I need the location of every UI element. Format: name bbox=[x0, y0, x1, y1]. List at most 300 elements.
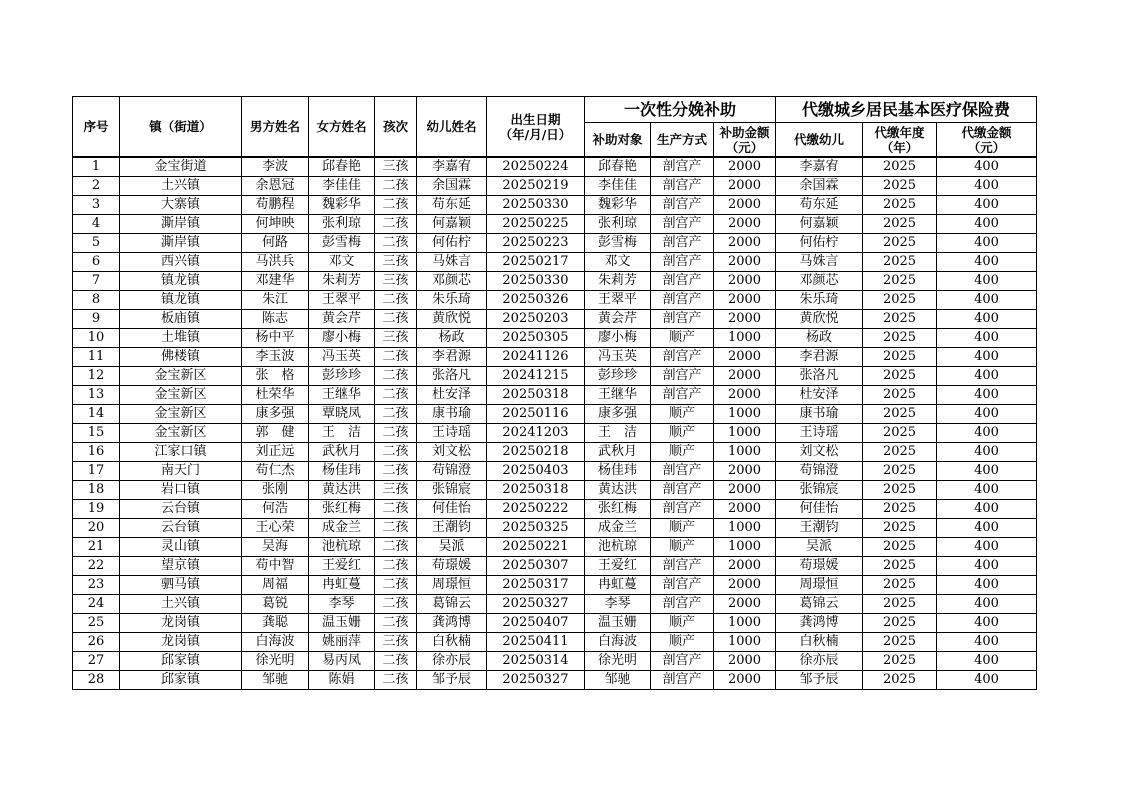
cell-delivery-mode: 顺产 bbox=[651, 614, 714, 633]
cell-mother: 杨佳玮 bbox=[309, 462, 375, 481]
cell-order: 二孩 bbox=[375, 614, 417, 633]
cell-no: 5 bbox=[73, 234, 120, 253]
cell-insured-child: 刘文松 bbox=[776, 443, 863, 462]
cell-pay-year: 2025 bbox=[863, 157, 937, 177]
cell-subsidy-target: 温玉姗 bbox=[585, 614, 651, 633]
table-header bbox=[73, 97, 1037, 158]
cell-pay-year: 2025 bbox=[863, 234, 937, 253]
cell-birth-date: 20250223 bbox=[487, 234, 585, 253]
cell-father: 苟仁杰 bbox=[242, 462, 309, 481]
cell-no: 15 bbox=[73, 424, 120, 443]
cell-order: 二孩 bbox=[375, 291, 417, 310]
cell-subsidy-target: 冯玉英 bbox=[585, 348, 651, 367]
cell-mother: 冯玉英 bbox=[309, 348, 375, 367]
cell-insured-child: 王诗瑶 bbox=[776, 424, 863, 443]
cell-insured-child: 张锦宸 bbox=[776, 481, 863, 500]
cell-subsidy-target: 李琴 bbox=[585, 595, 651, 614]
cell-order: 三孩 bbox=[375, 633, 417, 652]
cell-delivery-mode: 顺产 bbox=[651, 443, 714, 462]
cell-subsidy-target: 王翠平 bbox=[585, 291, 651, 310]
cell-birth-date: 20250317 bbox=[487, 576, 585, 595]
cell-subsidy-amount: 2000 bbox=[714, 557, 776, 576]
cell-order: 三孩 bbox=[375, 272, 417, 291]
cell-town: 邱家镇 bbox=[120, 671, 242, 690]
cell-no: 20 bbox=[73, 519, 120, 538]
cell-child: 黄欣悦 bbox=[417, 310, 487, 329]
cell-order: 二孩 bbox=[375, 595, 417, 614]
cell-pay-year: 2025 bbox=[863, 633, 937, 652]
cell-pay-year: 2025 bbox=[863, 614, 937, 633]
cell-no: 23 bbox=[73, 576, 120, 595]
cell-child: 苟锦澄 bbox=[417, 462, 487, 481]
cell-town: 澌岸镇 bbox=[120, 234, 242, 253]
cell-pay-year: 2025 bbox=[863, 386, 937, 405]
cell-birth-date: 20250330 bbox=[487, 272, 585, 291]
cell-birth-date: 20250403 bbox=[487, 462, 585, 481]
cell-subsidy-target: 邱春艳 bbox=[585, 157, 651, 177]
cell-father: 余恩冠 bbox=[242, 177, 309, 196]
table-row bbox=[73, 291, 1037, 310]
header-birth-date bbox=[487, 97, 585, 158]
cell-birth-date: 20250325 bbox=[487, 519, 585, 538]
cell-pay-year: 2025 bbox=[863, 462, 937, 481]
cell-subsidy-target: 白海波 bbox=[585, 633, 651, 652]
cell-father: 邹驰 bbox=[242, 671, 309, 690]
cell-delivery-mode: 剖宫产 bbox=[651, 652, 714, 671]
cell-pay-amount: 400 bbox=[937, 272, 1037, 291]
cell-delivery-mode: 剖宫产 bbox=[651, 234, 714, 253]
cell-birth-date: 20250307 bbox=[487, 557, 585, 576]
cell-pay-amount: 400 bbox=[937, 538, 1037, 557]
cell-father: 邓建华 bbox=[242, 272, 309, 291]
cell-town: 灵山镇 bbox=[120, 538, 242, 557]
cell-subsidy-target: 张利琼 bbox=[585, 215, 651, 234]
cell-birth-date: 20241215 bbox=[487, 367, 585, 386]
cell-insured-child: 张洛凡 bbox=[776, 367, 863, 386]
cell-mother: 易丙凤 bbox=[309, 652, 375, 671]
cell-father: 王心荣 bbox=[242, 519, 309, 538]
cell-birth-date: 20250326 bbox=[487, 291, 585, 310]
cell-no: 21 bbox=[73, 538, 120, 557]
table-row bbox=[73, 157, 1037, 177]
cell-child: 徐亦辰 bbox=[417, 652, 487, 671]
cell-subsidy-amount: 2000 bbox=[714, 157, 776, 177]
cell-pay-amount: 400 bbox=[937, 234, 1037, 253]
cell-child: 张锦宸 bbox=[417, 481, 487, 500]
cell-birth-date: 20250224 bbox=[487, 157, 585, 177]
cell-order: 二孩 bbox=[375, 196, 417, 215]
cell-mother: 魏彩华 bbox=[309, 196, 375, 215]
cell-pay-amount: 400 bbox=[937, 291, 1037, 310]
cell-no: 14 bbox=[73, 405, 120, 424]
cell-delivery-mode: 剖宫产 bbox=[651, 576, 714, 595]
table-row bbox=[73, 272, 1037, 291]
cell-father: 葛锐 bbox=[242, 595, 309, 614]
cell-pay-amount: 400 bbox=[937, 595, 1037, 614]
cell-mother: 王翠平 bbox=[309, 291, 375, 310]
header-subsidy-amount-line2: （元） bbox=[725, 139, 764, 155]
cell-mother: 冉虹蔓 bbox=[309, 576, 375, 595]
cell-delivery-mode: 剖宫产 bbox=[651, 462, 714, 481]
cell-mother: 王 洁 bbox=[309, 424, 375, 443]
cell-birth-date: 20250318 bbox=[487, 481, 585, 500]
cell-delivery-mode: 顺产 bbox=[651, 519, 714, 538]
cell-delivery-mode: 顺产 bbox=[651, 405, 714, 424]
cell-order: 二孩 bbox=[375, 310, 417, 329]
table-row bbox=[73, 405, 1037, 424]
cell-insured-child: 苟锦澄 bbox=[776, 462, 863, 481]
table-row bbox=[73, 557, 1037, 576]
cell-town: 龙岗镇 bbox=[120, 614, 242, 633]
cell-pay-year: 2025 bbox=[863, 196, 937, 215]
cell-subsidy-target: 朱莉芳 bbox=[585, 272, 651, 291]
header-town: 镇（街道） bbox=[120, 97, 242, 158]
cell-birth-date: 20250225 bbox=[487, 215, 585, 234]
cell-subsidy-target: 魏彩华 bbox=[585, 196, 651, 215]
cell-pay-year: 2025 bbox=[863, 310, 937, 329]
table-row bbox=[73, 348, 1037, 367]
cell-insured-child: 吴派 bbox=[776, 538, 863, 557]
table-row bbox=[73, 215, 1037, 234]
cell-birth-date: 20241203 bbox=[487, 424, 585, 443]
cell-no: 26 bbox=[73, 633, 120, 652]
cell-birth-date: 20250411 bbox=[487, 633, 585, 652]
cell-child: 葛锦云 bbox=[417, 595, 487, 614]
cell-father: 张 格 bbox=[242, 367, 309, 386]
cell-no: 11 bbox=[73, 348, 120, 367]
cell-child: 邹予辰 bbox=[417, 671, 487, 690]
cell-subsidy-target: 康多强 bbox=[585, 405, 651, 424]
cell-no: 27 bbox=[73, 652, 120, 671]
cell-subsidy-amount: 2000 bbox=[714, 386, 776, 405]
cell-mother: 池杭琼 bbox=[309, 538, 375, 557]
cell-subsidy-target: 邹驰 bbox=[585, 671, 651, 690]
cell-subsidy-target: 王 洁 bbox=[585, 424, 651, 443]
cell-pay-amount: 400 bbox=[937, 253, 1037, 272]
cell-father: 苟鹏程 bbox=[242, 196, 309, 215]
cell-subsidy-amount: 1000 bbox=[714, 633, 776, 652]
cell-mother: 武秋月 bbox=[309, 443, 375, 462]
cell-birth-date: 20250330 bbox=[487, 196, 585, 215]
cell-pay-amount: 400 bbox=[937, 633, 1037, 652]
cell-subsidy-amount: 1000 bbox=[714, 538, 776, 557]
cell-town: 板庙镇 bbox=[120, 310, 242, 329]
cell-subsidy-target: 池杭琼 bbox=[585, 538, 651, 557]
header-subsidy-amount bbox=[714, 123, 776, 158]
cell-delivery-mode: 剖宫产 bbox=[651, 157, 714, 177]
cell-delivery-mode: 剖宫产 bbox=[651, 671, 714, 690]
cell-pay-amount: 400 bbox=[937, 500, 1037, 519]
cell-no: 10 bbox=[73, 329, 120, 348]
header-pay-amount-line2: （元） bbox=[967, 139, 1006, 155]
cell-town: 邱家镇 bbox=[120, 652, 242, 671]
cell-delivery-mode: 剖宫产 bbox=[651, 291, 714, 310]
cell-town: 金宝新区 bbox=[120, 424, 242, 443]
cell-insured-child: 马姝言 bbox=[776, 253, 863, 272]
header-insurance-group: 代缴城乡居民基本医疗保险费 bbox=[776, 97, 1037, 123]
cell-subsidy-target: 杨佳玮 bbox=[585, 462, 651, 481]
cell-order: 二孩 bbox=[375, 234, 417, 253]
cell-pay-amount: 400 bbox=[937, 310, 1037, 329]
cell-subsidy-amount: 1000 bbox=[714, 519, 776, 538]
cell-pay-year: 2025 bbox=[863, 253, 937, 272]
cell-town: 土兴镇 bbox=[120, 177, 242, 196]
cell-birth-date: 20241126 bbox=[487, 348, 585, 367]
cell-delivery-mode: 剖宫产 bbox=[651, 367, 714, 386]
cell-subsidy-target: 黄达洪 bbox=[585, 481, 651, 500]
cell-birth-date: 20250327 bbox=[487, 595, 585, 614]
cell-father: 康多强 bbox=[242, 405, 309, 424]
cell-order: 二孩 bbox=[375, 500, 417, 519]
cell-child: 吴派 bbox=[417, 538, 487, 557]
cell-mother: 朱莉芳 bbox=[309, 272, 375, 291]
cell-subsidy-amount: 2000 bbox=[714, 215, 776, 234]
cell-subsidy-target: 廖小梅 bbox=[585, 329, 651, 348]
header-pay-year-line1: 代缴年度 bbox=[874, 124, 925, 140]
cell-delivery-mode: 剖宫产 bbox=[651, 481, 714, 500]
cell-child: 何嘉颖 bbox=[417, 215, 487, 234]
cell-mother: 黄达洪 bbox=[309, 481, 375, 500]
cell-order: 三孩 bbox=[375, 253, 417, 272]
table-row bbox=[73, 614, 1037, 633]
cell-subsidy-target: 成金兰 bbox=[585, 519, 651, 538]
cell-town: 土堆镇 bbox=[120, 329, 242, 348]
cell-delivery-mode: 顺产 bbox=[651, 329, 714, 348]
cell-father: 马洪兵 bbox=[242, 253, 309, 272]
cell-child: 杨政 bbox=[417, 329, 487, 348]
cell-subsidy-amount: 2000 bbox=[714, 595, 776, 614]
cell-subsidy-target: 武秋月 bbox=[585, 443, 651, 462]
cell-child: 李君源 bbox=[417, 348, 487, 367]
cell-insured-child: 白秋楠 bbox=[776, 633, 863, 652]
cell-subsidy-amount: 1000 bbox=[714, 405, 776, 424]
cell-insured-child: 何嘉颖 bbox=[776, 215, 863, 234]
table-row bbox=[73, 595, 1037, 614]
cell-child: 王潮钧 bbox=[417, 519, 487, 538]
cell-pay-year: 2025 bbox=[863, 367, 937, 386]
cell-father: 徐光明 bbox=[242, 652, 309, 671]
cell-subsidy-amount: 2000 bbox=[714, 576, 776, 595]
cell-subsidy-target: 王继华 bbox=[585, 386, 651, 405]
cell-order: 二孩 bbox=[375, 576, 417, 595]
table-row bbox=[73, 481, 1037, 500]
cell-pay-amount: 400 bbox=[937, 462, 1037, 481]
cell-pay-amount: 400 bbox=[937, 329, 1037, 348]
cell-birth-date: 20250217 bbox=[487, 253, 585, 272]
cell-pay-year: 2025 bbox=[863, 519, 937, 538]
cell-pay-year: 2025 bbox=[863, 215, 937, 234]
cell-mother: 黄会芹 bbox=[309, 310, 375, 329]
table-row bbox=[73, 500, 1037, 519]
cell-pay-amount: 400 bbox=[937, 215, 1037, 234]
cell-mother: 王继华 bbox=[309, 386, 375, 405]
cell-order: 二孩 bbox=[375, 462, 417, 481]
table-row bbox=[73, 462, 1037, 481]
cell-mother: 姚丽萍 bbox=[309, 633, 375, 652]
header-child: 幼儿姓名 bbox=[417, 97, 487, 158]
cell-insured-child: 李君源 bbox=[776, 348, 863, 367]
cell-subsidy-amount: 2000 bbox=[714, 253, 776, 272]
cell-pay-amount: 400 bbox=[937, 424, 1037, 443]
cell-mother: 温玉姗 bbox=[309, 614, 375, 633]
cell-order: 三孩 bbox=[375, 481, 417, 500]
cell-order: 二孩 bbox=[375, 557, 417, 576]
cell-delivery-mode: 剖宫产 bbox=[651, 310, 714, 329]
cell-birth-date: 20250218 bbox=[487, 443, 585, 462]
cell-child: 朱乐琦 bbox=[417, 291, 487, 310]
cell-no: 13 bbox=[73, 386, 120, 405]
table-row bbox=[73, 576, 1037, 595]
cell-order: 二孩 bbox=[375, 177, 417, 196]
cell-subsidy-amount: 2000 bbox=[714, 234, 776, 253]
table-row bbox=[73, 424, 1037, 443]
cell-subsidy-amount: 1000 bbox=[714, 443, 776, 462]
cell-delivery-mode: 剖宫产 bbox=[651, 272, 714, 291]
cell-birth-date: 20250314 bbox=[487, 652, 585, 671]
cell-father: 龚聪 bbox=[242, 614, 309, 633]
cell-father: 何坤映 bbox=[242, 215, 309, 234]
cell-order: 二孩 bbox=[375, 424, 417, 443]
cell-mother: 廖小梅 bbox=[309, 329, 375, 348]
cell-delivery-mode: 剖宫产 bbox=[651, 253, 714, 272]
cell-town: 龙岗镇 bbox=[120, 633, 242, 652]
table-row bbox=[73, 652, 1037, 671]
cell-child: 康书瑜 bbox=[417, 405, 487, 424]
table-row bbox=[73, 386, 1037, 405]
cell-pay-year: 2025 bbox=[863, 671, 937, 690]
cell-order: 二孩 bbox=[375, 405, 417, 424]
cell-child: 邓颜芯 bbox=[417, 272, 487, 291]
cell-insured-child: 李嘉宥 bbox=[776, 157, 863, 177]
cell-insured-child: 何佳怡 bbox=[776, 500, 863, 519]
cell-insured-child: 杨政 bbox=[776, 329, 863, 348]
cell-subsidy-target: 彭雪梅 bbox=[585, 234, 651, 253]
cell-pay-year: 2025 bbox=[863, 557, 937, 576]
cell-town: 岩口镇 bbox=[120, 481, 242, 500]
cell-child: 何佳怡 bbox=[417, 500, 487, 519]
cell-pay-year: 2025 bbox=[863, 443, 937, 462]
header-subsidy-amount-line1: 补助金额 bbox=[719, 124, 770, 140]
cell-insured-child: 康书瑜 bbox=[776, 405, 863, 424]
table-row bbox=[73, 519, 1037, 538]
cell-subsidy-amount: 2000 bbox=[714, 272, 776, 291]
header-birth-line1: 出生日期 bbox=[510, 111, 561, 127]
cell-pay-year: 2025 bbox=[863, 291, 937, 310]
cell-town: 望京镇 bbox=[120, 557, 242, 576]
cell-pay-amount: 400 bbox=[937, 367, 1037, 386]
cell-subsidy-amount: 2000 bbox=[714, 462, 776, 481]
cell-father: 白海波 bbox=[242, 633, 309, 652]
cell-delivery-mode: 剖宫产 bbox=[651, 595, 714, 614]
header-delivery-mode: 生产方式 bbox=[651, 123, 714, 158]
cell-subsidy-amount: 2000 bbox=[714, 196, 776, 215]
cell-town: 云台镇 bbox=[120, 500, 242, 519]
cell-town: 澌岸镇 bbox=[120, 215, 242, 234]
cell-delivery-mode: 剖宫产 bbox=[651, 196, 714, 215]
cell-no: 17 bbox=[73, 462, 120, 481]
cell-subsidy-target: 王爱红 bbox=[585, 557, 651, 576]
cell-insured-child: 苟东延 bbox=[776, 196, 863, 215]
cell-father: 何路 bbox=[242, 234, 309, 253]
cell-pay-year: 2025 bbox=[863, 177, 937, 196]
cell-order: 二孩 bbox=[375, 348, 417, 367]
table-row bbox=[73, 253, 1037, 272]
cell-town: 大寨镇 bbox=[120, 196, 242, 215]
cell-mother: 覃晓凤 bbox=[309, 405, 375, 424]
cell-delivery-mode: 顺产 bbox=[651, 538, 714, 557]
cell-subsidy-target: 黄会芹 bbox=[585, 310, 651, 329]
cell-insured-child: 何佑柠 bbox=[776, 234, 863, 253]
cell-birth-date: 20250222 bbox=[487, 500, 585, 519]
cell-subsidy-target: 李佳佳 bbox=[585, 177, 651, 196]
cell-subsidy-target: 张红梅 bbox=[585, 500, 651, 519]
cell-child: 马姝言 bbox=[417, 253, 487, 272]
cell-delivery-mode: 剖宫产 bbox=[651, 215, 714, 234]
cell-pay-year: 2025 bbox=[863, 424, 937, 443]
cell-pay-amount: 400 bbox=[937, 557, 1037, 576]
cell-pay-amount: 400 bbox=[937, 576, 1037, 595]
cell-birth-date: 20250407 bbox=[487, 614, 585, 633]
cell-no: 9 bbox=[73, 310, 120, 329]
cell-town: 西兴镇 bbox=[120, 253, 242, 272]
table-row bbox=[73, 633, 1037, 652]
table-row bbox=[73, 177, 1037, 196]
header-father: 男方姓名 bbox=[242, 97, 309, 158]
cell-mother: 李佳佳 bbox=[309, 177, 375, 196]
cell-father: 李波 bbox=[242, 157, 309, 177]
cell-pay-year: 2025 bbox=[863, 595, 937, 614]
cell-child: 何佑柠 bbox=[417, 234, 487, 253]
table-row bbox=[73, 234, 1037, 253]
cell-town: 土兴镇 bbox=[120, 595, 242, 614]
cell-mother: 陈娟 bbox=[309, 671, 375, 690]
cell-child: 龚鸿博 bbox=[417, 614, 487, 633]
cell-pay-amount: 400 bbox=[937, 443, 1037, 462]
cell-subsidy-amount: 1000 bbox=[714, 614, 776, 633]
cell-mother: 李琴 bbox=[309, 595, 375, 614]
cell-order: 三孩 bbox=[375, 157, 417, 177]
cell-pay-amount: 400 bbox=[937, 386, 1037, 405]
cell-order: 二孩 bbox=[375, 519, 417, 538]
header-pay-amount-line1: 代缴金额 bbox=[961, 124, 1012, 140]
cell-pay-year: 2025 bbox=[863, 272, 937, 291]
cell-order: 二孩 bbox=[375, 443, 417, 462]
cell-town: 驷马镇 bbox=[120, 576, 242, 595]
cell-no: 28 bbox=[73, 671, 120, 690]
cell-no: 7 bbox=[73, 272, 120, 291]
cell-child: 白秋楠 bbox=[417, 633, 487, 652]
cell-birth-date: 20250327 bbox=[487, 671, 585, 690]
cell-no: 12 bbox=[73, 367, 120, 386]
cell-delivery-mode: 剖宫产 bbox=[651, 500, 714, 519]
cell-pay-year: 2025 bbox=[863, 405, 937, 424]
cell-subsidy-amount: 2000 bbox=[714, 500, 776, 519]
cell-pay-amount: 400 bbox=[937, 405, 1037, 424]
cell-father: 李玉波 bbox=[242, 348, 309, 367]
cell-father: 杜荣华 bbox=[242, 386, 309, 405]
cell-pay-amount: 400 bbox=[937, 652, 1037, 671]
subsidy-table bbox=[72, 96, 1037, 690]
cell-pay-year: 2025 bbox=[863, 652, 937, 671]
cell-pay-amount: 400 bbox=[937, 177, 1037, 196]
cell-father: 刘正远 bbox=[242, 443, 309, 462]
cell-no: 19 bbox=[73, 500, 120, 519]
cell-no: 4 bbox=[73, 215, 120, 234]
header-pay-year bbox=[863, 123, 937, 158]
cell-birth-date: 20250318 bbox=[487, 386, 585, 405]
cell-subsidy-amount: 2000 bbox=[714, 348, 776, 367]
cell-birth-date: 20250221 bbox=[487, 538, 585, 557]
